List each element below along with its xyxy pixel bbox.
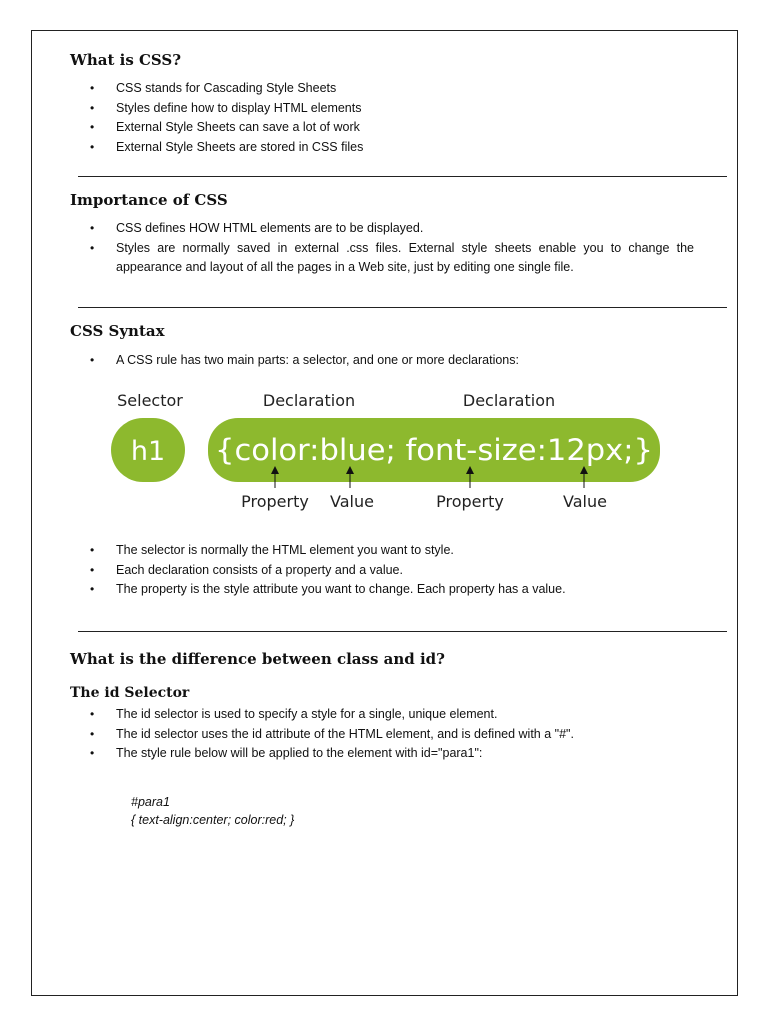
subheading-id-selector: The id Selector — [70, 685, 190, 701]
list-item: • External Style Sheets can save a lot of work — [90, 118, 694, 138]
syntax-list — [90, 541, 694, 600]
selector-text: h1 — [130, 436, 166, 467]
list-item: • Styles define how to display HTML elements — [90, 99, 694, 119]
heading-importance-of-css: Importance of CSS — [70, 191, 228, 209]
value-label-1: Value — [330, 492, 374, 511]
heading-class-vs-id: What is the difference between class and id? — [70, 650, 445, 668]
list-item: • The selector is normally the HTML element you want to style. — [90, 541, 694, 561]
declaration-label-2: Declaration — [462, 391, 556, 410]
code-line: #para1 — [131, 795, 170, 809]
section-divider — [78, 307, 727, 308]
list-item: • CSS defines HOW HTML elements are to be displayed. — [90, 219, 694, 239]
list-item: • The property is the style attribute you want to change. Each property has a value. — [90, 580, 694, 600]
heading-what-is-css: What is CSS? — [70, 51, 182, 69]
value-label-2: Value — [563, 492, 607, 511]
heading-css-syntax: CSS Syntax — [70, 322, 165, 340]
list-item: • The id selector is used to specify a style for a single, unique element. — [90, 705, 694, 725]
section-divider — [78, 631, 727, 632]
what-is-css-list — [90, 79, 694, 157]
css-syntax-diagram — [100, 385, 680, 520]
selector-label: Selector — [117, 391, 183, 410]
list-item: • A CSS rule has two main parts: a selector, and one or more declarations: — [90, 351, 694, 371]
list-item: • The style rule below will be applied to the element with id="para1": — [90, 744, 694, 764]
section-divider — [78, 176, 727, 177]
declaration-label-1: Declaration — [262, 391, 356, 410]
code-example — [131, 793, 294, 829]
list-item: • Each declaration consists of a property and a value. — [90, 561, 694, 581]
declaration-text: {color:blue; font-size:12px;} — [215, 433, 653, 467]
code-line: { text-align:center; color:red; } — [131, 813, 295, 827]
importance-list — [90, 219, 694, 278]
syntax-intro-list — [90, 351, 694, 371]
id-selector-list — [90, 705, 694, 764]
list-item: • The id selector uses the id attribute of the HTML element, and is defined with a "#". — [90, 725, 694, 745]
list-item: • Styles are normally saved in external .css files. External style sheets enable you to change the appearance and layout of all the pages in a Web site, just by editing one single file. — [90, 239, 694, 278]
property-label-2: Property — [436, 492, 504, 511]
list-item: • External Style Sheets are stored in CSS files — [90, 138, 694, 158]
list-item: • CSS stands for Cascading Style Sheets — [90, 79, 694, 99]
property-label-1: Property — [241, 492, 309, 511]
